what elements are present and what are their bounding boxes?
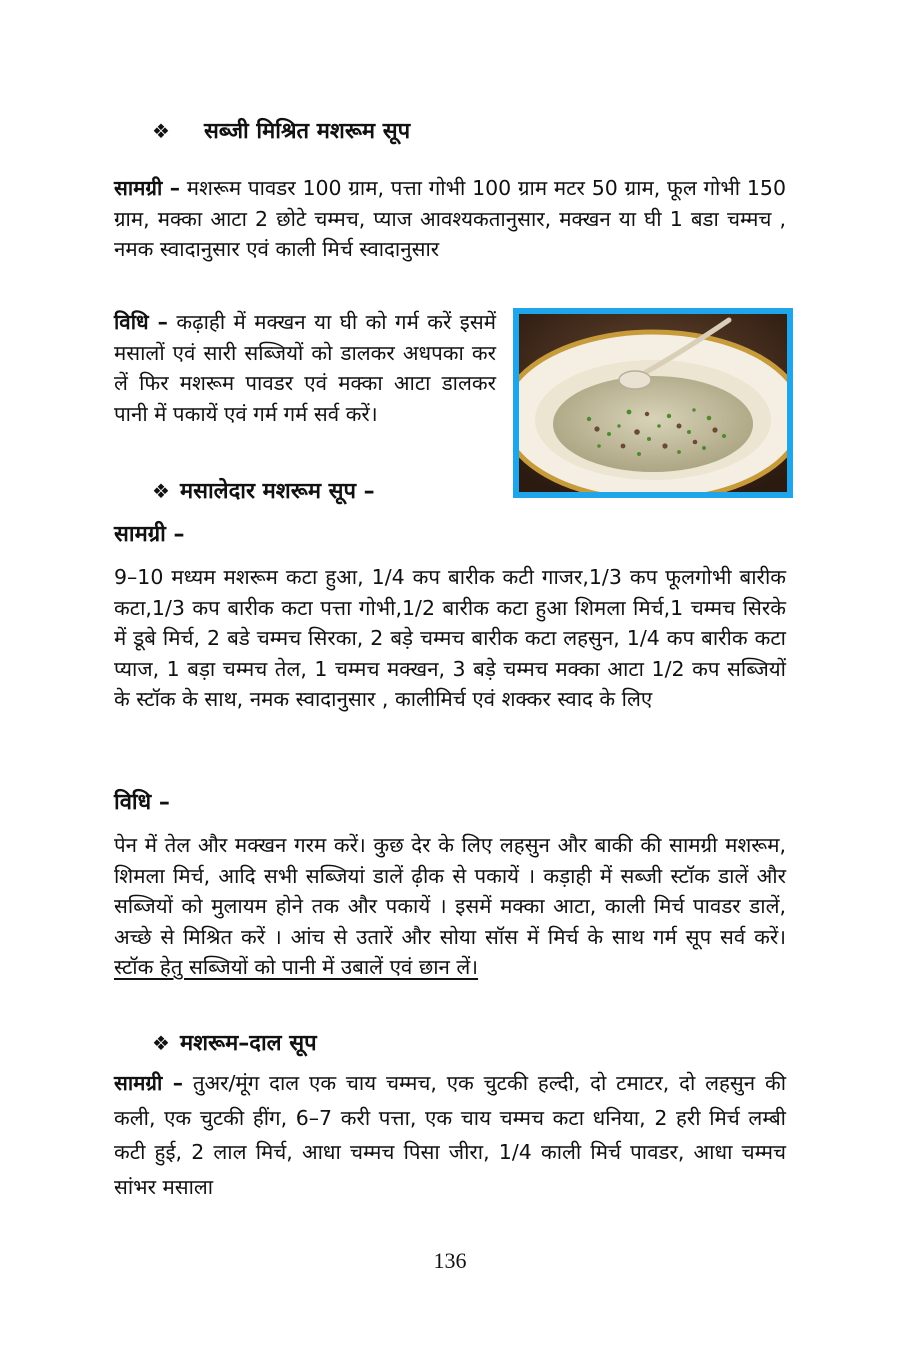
recipe3-ingredients-label: सामग्री –	[114, 1071, 183, 1095]
diamond-bullet-icon: ❖	[152, 479, 170, 503]
mushroom-soup-photo	[513, 308, 793, 498]
recipe1-title: सब्जी मिश्रित मशरूम सूप	[203, 119, 411, 144]
recipe2-ingredients: 9–10 मध्यम मशरूम कटा हुआ, 1/4 कप बारीक कटी गाजर,1/3 कप फूलगोभी बारीक कटा,1/3 कप बारीक कटा पत्ता गोभी,1/2 बारीक कटा हुआ शिमला मिर्च,1 चम्मच सिरके में डूबे मिर्च, 2 बडे चम्मच सिरका, 2 बड़े चम्मच बारीक कटा लहसुन, 1/4 कप बारीक कटा प्याज, 1 बड़ा चम्मच तेल, 1 चम्मच मक्खन, 3 बड़े चम्मच मक्का आटा 1/2 कप सब्जियों के स्टॉक के साथ, नमक स्वादानुसार , कालीमिर्च एवं शक्कर स्वाद के लिए	[114, 565, 786, 711]
recipe2-method-text: पेन में तेल और मक्खन गरम करें। कुछ देर के लिए लहसुन और बाकी की सामग्री मशरूम, शिमला मिर्च, आदि सभी सब्जियां डालें ढ़ीक से पकायें । कड़ाही में सब्जी स्टॉक डालें और सब्जियों को मुलायम होने तक और पकायें । इसमें मक्का आटा, काली मिर्च पावडर डालें, अच्छे से मिश्रित करें । आंच से उतारें और सोया सॉस में मिर्च के साथ गर्म सूप सर्व करें।	[114, 833, 786, 949]
recipe1-ingredients-label: सामग्री –	[114, 176, 180, 200]
recipe2-title: मसालेदार मशरूम सूप –	[179, 479, 375, 504]
diamond-bullet-icon: ❖	[152, 1031, 170, 1055]
recipe3-ingredients	[114, 1066, 786, 1204]
recipe2-method-note: स्टॉक हेतु सब्जियों को पानी में उबालें एवं छान लें।	[114, 955, 479, 979]
recipe3-title: मशरूम–दाल सूप	[179, 1031, 317, 1056]
recipe1-method-text: कढ़ाही में मक्खन या घी को गर्म करें इसमें मसालों एवं सारी सब्जियों को डालकर अधपका कर लें फिर मशरूम पावडर एवं मक्का आटा डालकर पानी में पकायें एवं गर्म गर्म सर्व करें।	[114, 310, 496, 426]
recipe2-method	[114, 830, 786, 983]
diamond-bullet-icon: ❖	[152, 119, 170, 143]
recipe1-ingredients	[114, 173, 786, 265]
recipe2-heading	[152, 476, 375, 507]
recipe2-method-label: विधि –	[114, 790, 170, 815]
recipe1-heading	[152, 116, 410, 147]
recipe1-method	[114, 307, 496, 429]
recipe3-heading	[152, 1028, 317, 1059]
recipe2-ingredients-label: सामग्री –	[114, 522, 185, 547]
recipe3-ingredients-text: तुअर/मूंग दाल एक चाय चम्मच, एक चुटकी हल्दी, दो टमाटर, दो लहसुन की कली, एक चुटकी हींग, 6–7 करी पत्ता, एक चाय चम्मच कटा धनिया, 2 हरी मिर्च लम्बी कटी हुई, 2 लाल मिर्च, आधा चम्मच पिसा जीरा, 1/4 काली मिर्च पावडर, आधा चम्मच सांभर मसाला	[114, 1071, 786, 1199]
recipe1-ingredients-text: मशरूम पावडर 100 ग्राम, पत्ता गोभी 100 ग्राम मटर 50 ग्राम, फूल गोभी 150 ग्राम, मक्का आटा 2 छोटे चम्मच, प्याज आवश्यकतानुसार, मक्खन या घी 1 बडा चम्मच , नमक स्वादानुसार एवं काली मिर्च स्वादानुसार	[114, 176, 787, 261]
page-number: 136	[433, 1248, 467, 1273]
recipe1-method-label: विधि –	[114, 310, 168, 334]
